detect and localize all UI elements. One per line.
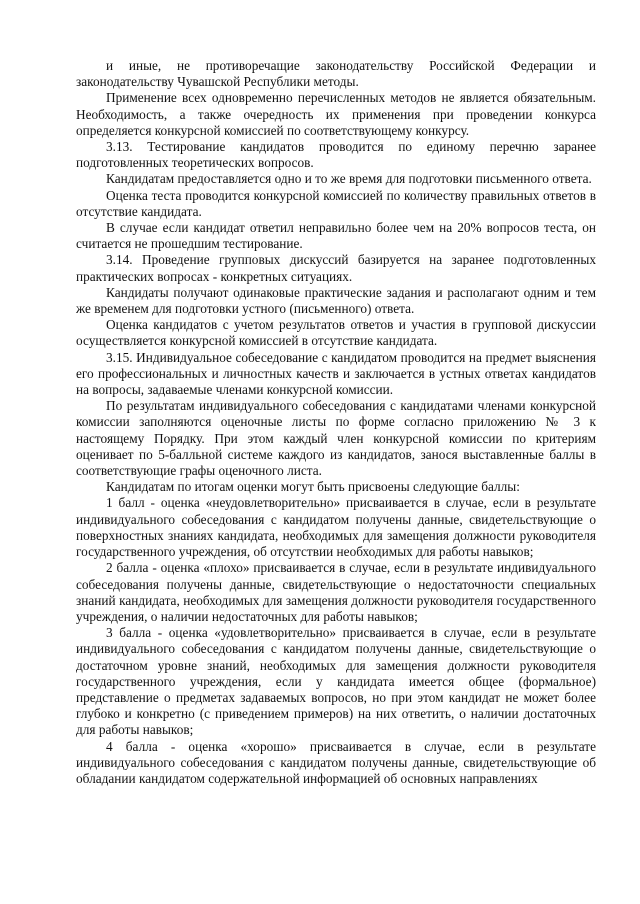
- paragraph-scores-intro: Кандидатам по итогам оценки могут быть присвоены следующие баллы:: [106, 479, 520, 495]
- paragraph-testing-failure: В случае если кандидат ответил неправильно более чем на 20% вопросов теста, он считается не прошедшим тестирование.: [76, 220, 596, 252]
- paragraph-testing-time: Кандидатам предоставляется одно и то же время для подготовки письменного ответа.: [106, 171, 592, 187]
- paragraph-3-14-group-discussion: 3.14. Проведение групповых дискуссий базируется на заранее подготовленных практических вопросах - конкретных ситуациях.: [76, 252, 596, 284]
- paragraph-score-4: 4 балла - оценка «хорошо» присваивается в случае, если в результате индивидуального собеседования с кандидатом получены данные, свидетельствующие об обладании кандидатом содержательной информацией об основных направлениях: [76, 738, 596, 786]
- paragraph-methods-application: Применение всех одновременно перечисленных методов не является обязательным. Необходимость, а также очередность их применения при проведении конкурса определяется конкурсной комиссией по соответствующему конкурсу.: [76, 90, 596, 138]
- paragraph-testing-evaluation: Оценка теста проводится конкурсной комиссией по количеству правильных ответов в отсутствие кандидата.: [76, 187, 596, 219]
- paragraph-score-3: 3 балла - оценка «удовлетворительно» присваивается в случае, если в результате индивидуального собеседования с кандидатом получены данные, свидетельствующие о достаточном уровне знаний, необходимых для замещения должности руководителя государственного учреждения, если у кандидата имеется общее (формальное) представление о предметах задаваемых вопросов, но при этом кандидат не может более глубоко и конкретно (с приведением примеров) на них ответить, о наличии достаточных для работы навыков;: [76, 625, 596, 738]
- paragraph-discussion-tasks: Кандидаты получают одинаковые практические задания и располагают одним и тем же временем для подготовки устного (письменного) ответа.: [76, 284, 596, 317]
- paragraph-methods-continuation: и иные, не противоречащие законодательству Российской Федерации и законодательству Чувашской Республики методы.: [76, 58, 596, 90]
- paragraph-score-1: 1 балл - оценка «неудовлетворительно» присваивается в случае, если в результате индивидуального собеседования с кандидатом получены данные, свидетельствующие о поверхностных знаниях кандидата, необходимых для замещения должности руководителя государственного учреждения, об отсутствии необходимых для работы навыков;: [76, 495, 596, 560]
- document-page: [76, 58, 596, 787]
- paragraph-discussion-evaluation: Оценка кандидатов с учетом результатов ответов и участия в групповой дискуссии осуществляется конкурсной комиссией в отсутствие кандидата.: [76, 317, 596, 349]
- paragraph-interview-results: По результатам индивидуального собеседования с кандидатами членами конкурсной комиссии заполняются оценочные листы по форме согласно приложению № 3 к настоящему Порядку. При этом каждый член конкурсной комиссии по критериям оценивает по 5-балльной системе каждого из кандидатов, занося выставленные баллы в соответствующие графы оценочного листа.: [76, 398, 596, 479]
- paragraph-3-15-interview: 3.15. Индивидуальное собеседование с кандидатом проводится на предмет выяснения его профессиональных и личностных качеств и заключается в устных ответах кандидатов на вопросы, задаваемые членами конкурсной комиссии.: [76, 349, 596, 398]
- paragraph-score-2: 2 балла - оценка «плохо» присваивается в случае, если в результате индивидуального собеседования получены данные, свидетельствующие о недостаточности специальных знаний кандидата, необходимых для замещения должности руководителя государственного учреждения, о наличии недостаточных для работы навыков;: [76, 560, 596, 624]
- paragraph-3-13-testing: 3.13. Тестирование кандидатов проводится по единому перечню заранее подготовленных теоретических вопросов.: [76, 139, 596, 171]
